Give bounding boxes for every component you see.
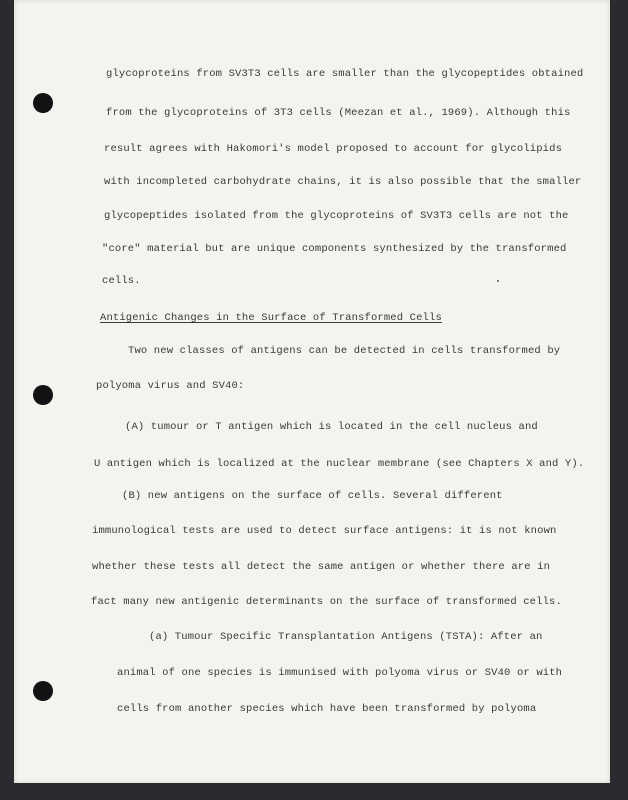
section-heading: Antigenic Changes in the Surface of Transformed Cells [100, 312, 442, 324]
text-line: from the glycoproteins of 3T3 cells (Meezan et al., 1969). Although this [106, 107, 571, 119]
typed-page [14, 0, 610, 783]
text-line: immunological tests are used to detect surface antigens: it is not known [92, 525, 557, 537]
text-line: whether these tests all detect the same antigen or whether there are in [92, 561, 551, 573]
binder-hole-top [33, 93, 53, 113]
text-line: polyoma virus and SV40: [96, 380, 245, 392]
text-line: cells from another species which have been transformed by polyoma [117, 703, 537, 715]
text-line: (a) Tumour Specific Transplantation Antigens (TSTA): After an [149, 631, 543, 643]
text-line: fact many new antigenic determinants on the surface of transformed cells. [91, 596, 562, 608]
binder-hole-middle [33, 385, 53, 405]
text-line: result agrees with Hakomori's model proposed to account for glycolipids [104, 143, 563, 155]
text-line: U antigen which is localized at the nuclear membrane (see Chapters X and Y). [94, 458, 585, 470]
text-line: Two new classes of antigens can be detected in cells transformed by [128, 345, 561, 357]
text-line: animal of one species is immunised with polyoma virus or SV40 or with [117, 667, 563, 679]
text-line: cells. [102, 275, 141, 287]
text-line: glycopeptides isolated from the glycoproteins of SV3T3 cells are not the [104, 210, 569, 222]
text-line: "core" material but are unique components synthesized by the transformed [102, 243, 567, 255]
paper-speck [497, 280, 499, 282]
text-line: (B) new antigens on the surface of cells. Several different [122, 490, 503, 502]
text-line: glycoproteins from SV3T3 cells are smaller than the glycopeptides obtained [106, 68, 584, 80]
text-line: (A) tumour or T antigen which is located in the cell nucleus and [125, 421, 538, 433]
binder-hole-bottom [33, 681, 53, 701]
text-line: with incompleted carbohydrate chains, it is also possible that the smaller [104, 176, 582, 188]
